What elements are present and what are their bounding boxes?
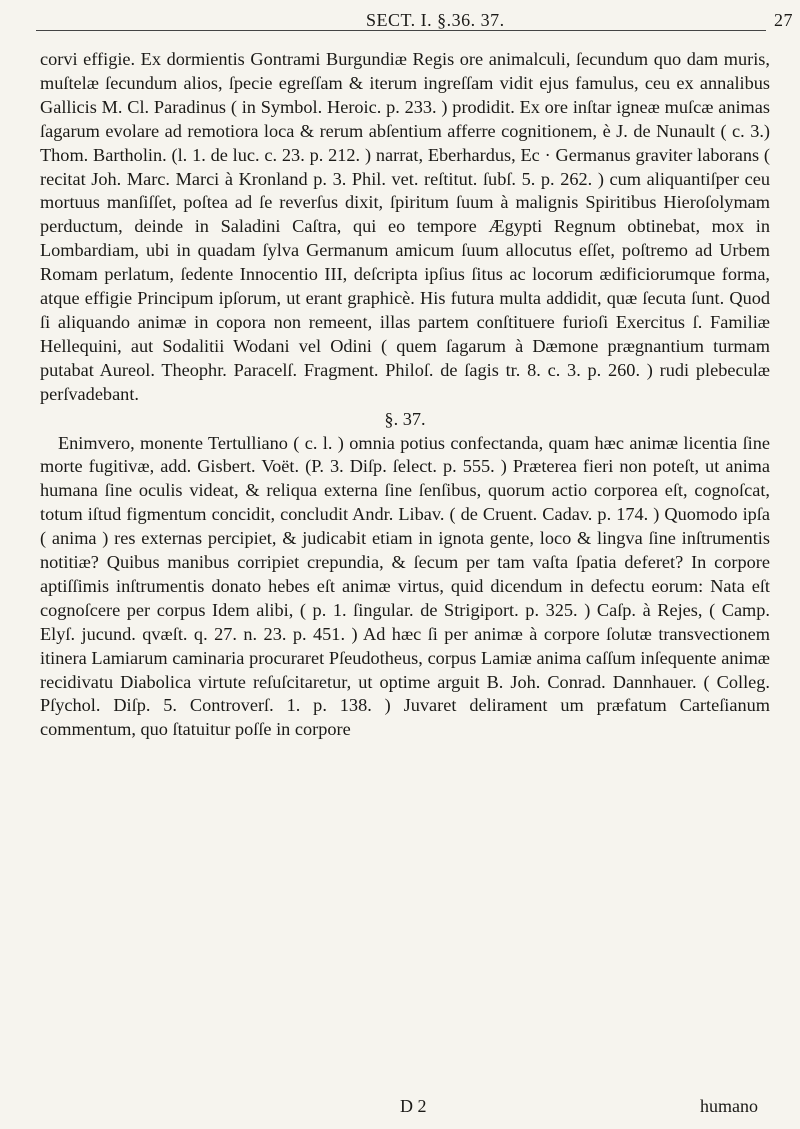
body-text <box>40 48 770 742</box>
paragraph: corvi effigie. Ex dormientis Gontrami Burgundiæ Regis ore animalculi, ſecundum quo dam muris, muſtelæ ſecundum alios, ſpecie egreſſam & iterum ingreſſam vidit ejus famulus, ceu ex annalibus Gallicis M. Cl. Paradinus ( in Symbol. Heroic. p. 233. ) prodidit. Ex ore inſtar igneæ muſcæ animas ſagarum evolare ad remotiora loca & rerum abſentium afferre cognitionem, è J. de Nunault ( c. 3.) Thom. Bartholin. (l. 1. de luc. c. 23. p. 212. ) narrat, Eberhardus, Ec · Germanus graviter laborans ( recitat Joh. Marc. Marci à Kronland p. 3. Phil. vet. reſtitut. ſubſ. 5. p. 262. ) cum aliquantiſper ceu mortuus manſiſſet, poſtea ad ſe reverſus dixit, ſpiritum ſuum à malignis Spiritibus Hieroſolymam perductum, deinde in Saladini Caſtra, qui eo tempore Ægypti Regnum obtinebat, mox in Lombardiam, ubi in quadam ſylva Germanum amicum ſuum allocutus eſſet, poſtremo ad Urbem Romam perlatum, ſedente Innocentio III, deſcripta ipſius ſitus ac locorum ædificiorumque forma, atque effigie Principum ipſorum, ut erant graphicè. His futura multa addidit, quæ ſecuta ſunt. Quod ſi aliquando animæ in copora non remeent, illas partem conſtituere furioſi Exercitus ſ. Familiæ Hellequini, aut Sodalitii Wodani vel Odini ( quem ſagarum à Dæmone prægnantium turmam putabat Aureol. Theophr. Paracelſ. Fragment. Philoſ. de ſagis tr. 8. c. 3. p. 260. ) rudi plebeculæ perſvadebant. <box>40 49 770 404</box>
catchword: humano <box>700 1096 758 1116</box>
paragraph: Enimvero, monente Tertulliano ( c. l. ) omnia potius confectanda, quam hæc animæ licentia ſine morte fugitivæ, add. Gisbert. Voët. (P. 3. Diſp. ſelect. p. 555. ) Præterea fieri non poteſt, ut anima humana ſine oculis videat, & reliqua externa ſine ſenſibus, quorum actio corporea eſt, cognoſcat, totum iſtud figmentum concidit, concludit Andr. Libav. ( de Cruent. Cadav. p. 174. ) Quomodo ipſa ( anima ) res externas percipiet, & judicabit etiam in ignota gente, loco & lingva ſine inſtrumentis notitiæ? Quibus manibus corripiet crepundia, & ſecum per tam vaſta ſpatia deferet? In corpore aptiſſimis inſtrumentis donato hebes eſt animæ virtus, quid dicendum in defectu eorum: Nata eſt cognoſcere per corpus Idem alibi, ( p. 1. ſingular. de Strigiport. p. 325. ) Caſp. à Rejes, ( Camp. Elyſ. jucund. qvæſt. q. 27. n. 23. p. 451. ) Ad hæc ſi per animæ à corpore ſolutæ transvectionem itinera Lamiarum caminaria procuraret Pſeudotheus, corpus Lamiæ anima caſſum inſequente animæ recidivatu Diabolica virtute reſuſcitaretur, ut optime arguit B. Joh. Conrad. Dannhauer. ( Colleg. Pſychol. Diſp. 5. Controverſ. 1. p. 138. ) Juvaret delirament um præfatum Carteſianum commentum, quo ſtatuitur poſſe in corpore <box>40 432 770 740</box>
page-footer <box>0 1096 800 1120</box>
signature-mark: D 2 <box>400 1096 427 1116</box>
section-heading: SECT. I. §.36. 37. <box>366 10 505 30</box>
page-number: 27 <box>774 10 793 30</box>
section-mark: §. 37. <box>384 408 426 429</box>
running-header <box>0 10 800 36</box>
header-rule <box>36 30 766 31</box>
